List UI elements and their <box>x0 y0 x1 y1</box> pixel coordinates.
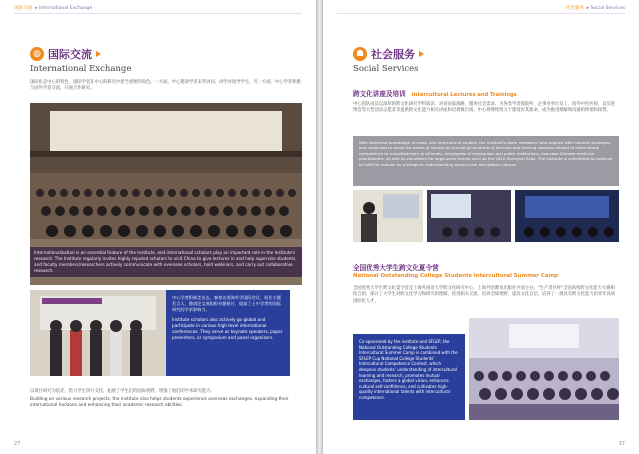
left-blue-text-box <box>166 290 290 376</box>
right-header-rule <box>337 13 625 14</box>
right-section-subtitle: Social Services <box>353 64 419 74</box>
lecture-photo-3 <box>515 190 619 242</box>
right-page <box>323 0 639 454</box>
left-section-subtitle: International Exchange <box>30 64 132 74</box>
left-bottom-en: Building on various research projects, the institute also helps students experience overseas exchanges, expanding their international horizons and enhancing their academic research abilities. <box>30 397 289 409</box>
right-running-head: 社会服务 ▸ Social Services <box>565 6 625 11</box>
left-bottom-zh: 以项目研究为依托，借力学生四方支持，拓展了学生们的国际视野，增强了他们的学术研究能力。 <box>30 389 215 394</box>
left-section-title: ◍ 国际交流 <box>30 46 101 62</box>
blue-box-en: Institute scholars also actively go global and participate in various high-level international conferences. They serve as keynote speakers, paper presenters, or symposium and panel organizers. <box>172 317 283 340</box>
spine-gutter <box>316 0 323 454</box>
left-photo-caption: Internationalization is an essential feature of the Institute, and international scholars play an important role in the Institute's research. The Institute regularly invites highly reputed scholars to visit China to give lectures in and help supervise students, and faculty members/researchers actively communicate with overseas scholars, hold webinars, and carry out collaborative research. <box>30 247 302 277</box>
conference-speakers-photo <box>30 290 166 376</box>
left-intro-zh: 国际化是中心的特色。国际学者在中心的研究中担当重要的角色。一方面，中心邀请学者来华访问、讲学并指导学生。另一方面，中心学者积极与国外学者交流，开展合作研究。 <box>30 80 301 92</box>
sub2-text-zh: 全国优秀大学生跨文化夏令营是上海外国语大学跨文化研究中心、上海外语教育出版社共同主办。"生产者区杯"全国高校跨文化能力大赛相结合的，探讨了大学生对跨文化学习和研究的理解、促进相关交流、培养全球视野、提高文化自信、培养了一批具有跨文化能力的青年高质国际化人才。 <box>353 286 616 304</box>
sub1-text-zh: 中心团队成员以深厚的跨文化研究学科知识，对省国家战略、服务社会需求，为各类学者般院所、企事业单位员工、海外中医医师、以及进博会等大型活动志愿者等提供跨文化能力相关讲座和培训数百场。中心将继续致力于建设好其使命，成为推进理解和沟通的桥梁和纽带。 <box>353 102 616 114</box>
left-running-head: 国际交流 ▸ International Exchange <box>14 6 93 11</box>
sub2-heading-en: National Outstanding College Students Intercultural Summer Camp <box>353 273 558 279</box>
right-page-number: 37 <box>618 441 625 447</box>
blue-box-zh: 中心学者积极走出去，参加各类海外学国际会议，担任主题发言人，邀请论文或组织专题研讨，提高了土中学者的国际研究的学术影响力。 <box>172 295 281 312</box>
left-page <box>0 0 316 454</box>
sub1-gray-box: With extensive knowledge of cross- and intercultural studies, the Institute's team members have aligned with national strategies and continued to serve the needs of society by providing hundreds of lectures and training sessions related to intercultural competence to schoolteachers at all levels, employees of enterprises and public institutions, overseas Chinese medicine practitioners, as well as volunteers for large-scale events such as the 2010 Shanghai Expo. The institute is committed to continue to fulfill its mission as a bridge to understanding across local and global cultures. <box>353 136 619 186</box>
sub2-blue-box: Co-sponsored by the institute and SFLEP, the National Outstanding College Students Intercultural Summer Camp is combined with the SFLEP Cup National College Students' Intercultural Competence Contest, which deepens students' understanding of intercultural learning and research, promotes mutual exchanges, fosters a global vision, enhances cultural self-confidence, and cultivates high-quality international talents with intercultural competence. <box>353 334 465 420</box>
people-icon: ☗ <box>353 47 367 61</box>
right-section-title: ☗ 社会服务 <box>353 46 424 62</box>
lecture-photo-2 <box>427 190 511 242</box>
globe-icon: ◍ <box>30 47 44 61</box>
triangle-marker-icon <box>419 51 424 57</box>
lecture-photo-1 <box>353 190 423 242</box>
sub1-heading: 跨文化讲座及培训 Intercultural Lectures and Trainings <box>353 90 517 98</box>
left-page-number: 27 <box>14 441 21 447</box>
summer-camp-photo <box>469 318 619 420</box>
sub2-heading-zh: 全国优秀大学生跨文化夏令营 <box>353 264 439 272</box>
triangle-marker-icon <box>96 51 101 57</box>
left-header-rule <box>14 13 302 14</box>
